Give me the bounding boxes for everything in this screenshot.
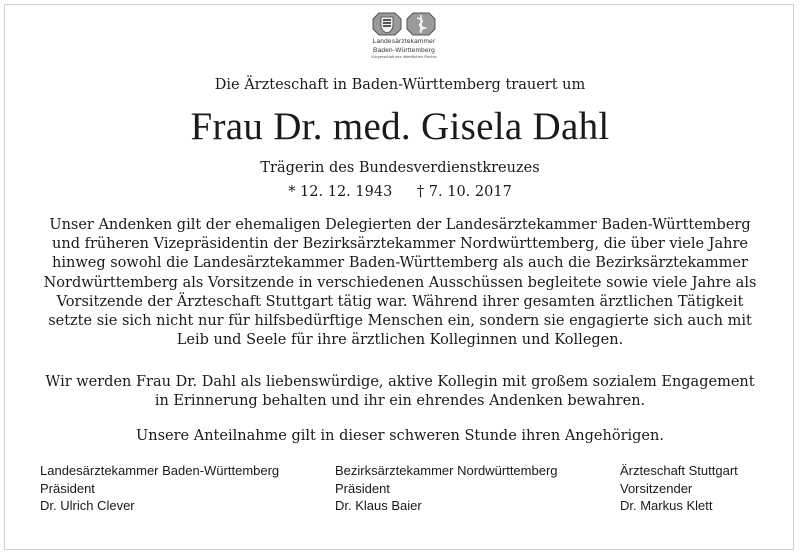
remembrance-paragraph: Wir werden Frau Dr. Dahl als liebenswürdige, aktive Kollegin mit großem sozialem Engagement in Erinnerung behalten und ihr ein ehrendes Andenken bewahren. — [45, 374, 755, 410]
condolence-line: Unsere Anteilnahme gilt in dieser schweren Stunde ihren Angehörigen. — [136, 428, 664, 444]
signature-block-bezirksaerztekammer — [335, 462, 558, 515]
award-line: Trägerin des Bundesverdienstkreuzes — [260, 160, 540, 176]
life-dates — [0, 184, 800, 200]
logo-tagline: Körperschaft des öffentlichen Rechts — [371, 54, 437, 59]
lions-shield-icon — [372, 12, 402, 36]
signature-person: Dr. Ulrich Clever — [40, 498, 135, 513]
tribute-paragraph: Unser Andenken gilt der ehemaligen Delegierten der Landesärztekammer Baden-Württemberg und früheren Vizepräsidentin der Bezirksärztekammer Nordwürttemberg, die über viele Jahre hinweg sowohl die Landesärztekammer Baden-Württemberg als auch die Bezirksärztekammer Nordwürttemberg als Vorsitzende in verschiedenen Ausschüssen begleitete sowie viele Jahre als Vorsitzende der Ärzteschaft Stuttgart tätig war. Während ihrer gesamten ärztlichen Tätigkeit setzte sie sich nicht nur für hilfsbedürftige Menschen ein, sondern sie engagierte sich auch mit Leib und Seele für ihre ärztlichen Kolleginnen und Kollegen. — [43, 217, 757, 349]
signature-block-landesaerztekammer — [40, 462, 279, 515]
caduceus-shield-icon — [406, 12, 436, 36]
signature-org: Bezirksärztekammer Nordwürttemberg — [335, 463, 558, 478]
chamber-logo — [354, 12, 454, 58]
signature-person: Dr. Klaus Baier — [335, 498, 422, 513]
signature-role: Präsident — [40, 480, 95, 496]
signature-org: Landesärztekammer Baden-Württemberg — [40, 463, 280, 478]
deceased-name: Frau Dr. med. Gisela Dahl — [190, 105, 610, 148]
signature-role: Vorsitzender — [620, 480, 693, 496]
signature-person: Dr. Markus Klett — [620, 498, 713, 513]
intro-line: Die Ärzteschaft in Baden-Württemberg trauert um — [214, 77, 586, 93]
death-date: † 7. 10. 2017 — [416, 184, 512, 200]
signature-org: Ärzteschaft Stuttgart — [620, 463, 738, 478]
logo-name-line1: Landesärztekammer — [372, 38, 436, 45]
signature-block-aerzteschaft-stuttgart — [620, 462, 738, 515]
birth-date: * 12. 12. 1943 — [288, 184, 393, 200]
signature-role: Präsident — [335, 480, 390, 496]
logo-name-line2: Baden-Württemberg — [373, 47, 435, 54]
